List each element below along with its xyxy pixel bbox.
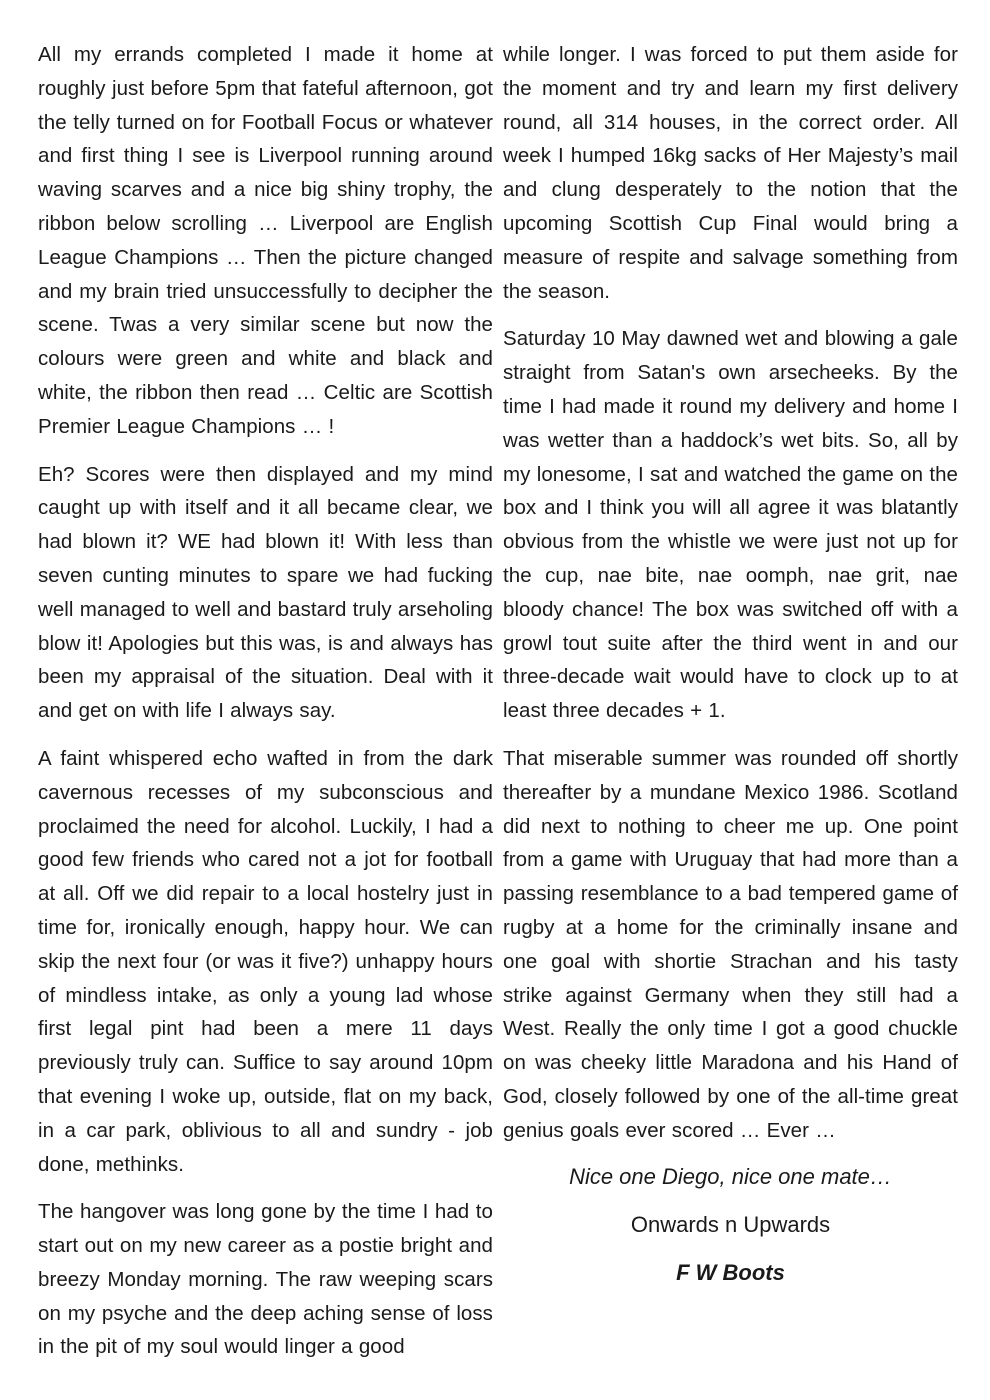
right-column	[503, 38, 958, 1378]
closing-line: Nice one Diego, nice one mate…	[569, 1163, 892, 1189]
paragraph: The hangover was long gone by the time I had to start out on my new career as a postie bright and breezy Monday morning. The raw weeping scars on my psyche and the deep aching sense of loss in the pit of my soul would linger a good	[38, 1200, 493, 1359]
two-column-layout	[38, 38, 958, 1378]
left-column	[38, 38, 493, 1378]
paragraph: That miserable summer was rounded off shortly thereafter by a mundane Mexico 1986. Scotland did next to nothing to cheer me up. One point from a game with Uruguay that had more than a passing resemblance to a bad tempered game of rugby at a home for the criminally insane and one goal with shortie Strachan and his tasty strike against Germany when they still had a West. Really the only time I got a good chuckle on was cheeky little Maradona and his Hand of God, closely followed by one of the all-time great genius goals ever scored … Ever …	[503, 746, 958, 1142]
paragraph: All my errands completed I made it home at roughly just before 5pm that fateful afternoon, got the telly turned on for Football Focus or whatever and first thing I see is Liverpool running around waving scarves and a nice big shiny trophy, the ribbon below scrolling … Liverpool are English League Champions … Then the picture changed and my brain tried unsuccessfully to decipher the scene. Twas a very similar scene but now the colours were green and white and black and white, the ribbon then read … Celtic are Scottish Premier League Champions … !	[38, 43, 493, 438]
sign-off: Onwards n Upwards	[630, 1211, 831, 1237]
paragraph: while longer. I was forced to put them aside for the moment and try and learn my first delivery round, all 314 houses, in the correct order. All week I humped 16kg sacks of Her Majesty’s mail and clung desperately to the notion that the upcoming Scottish Cup Final would bring a measure of respite and salvage something from the season.	[503, 43, 958, 303]
paragraph: Eh? Scores were then displayed and my mind caught up with itself and it all became clear, we had blown it? WE had blown it! With less than seven cunting minutes to spare we had fucking well managed to well and bastard truly arseholing blow it! Apologies but this was, is and always has been my appraisal of the situation. Deal with it and get on with life I always say.	[38, 462, 493, 723]
paragraph: A faint whispered echo wafted in from the dark cavernous recesses of my subconscious and proclaimed the need for alcohol. Luckily, I had a good few friends who cared not a jot for football at all. Off we did repair to a local hostelry just in time for, ironically enough, happy hour. We can skip the next four (or was it five?) unhappy hours of mindless intake, as only a young lad whose first legal pint had been a mere 11 days previously truly can. Suffice to say around 10pm that evening I woke up, outside, flat on my back, in a car park, oblivious to all and sundry - job done, methinks.	[38, 746, 493, 1176]
author-signature: F W Boots	[676, 1259, 785, 1285]
paragraph: Saturday 10 May dawned wet and blowing a gale straight from Satan's own arsecheeks. By the time I had made it round my delivery and home I was wetter than a haddock’s wet bits. So, all by my lonesome, I sat and watched the game on the box and I think you will all agree it was blatantly obvious from the whistle we were just not up for the cup, nae bite, nae oomph, nae grit, nae bloody chance! The box was switched off with a growl tout suite after the third went in and our three-decade wait would have to clock up to at least three decades + 1.	[503, 327, 958, 723]
closing-block	[503, 1162, 958, 1288]
